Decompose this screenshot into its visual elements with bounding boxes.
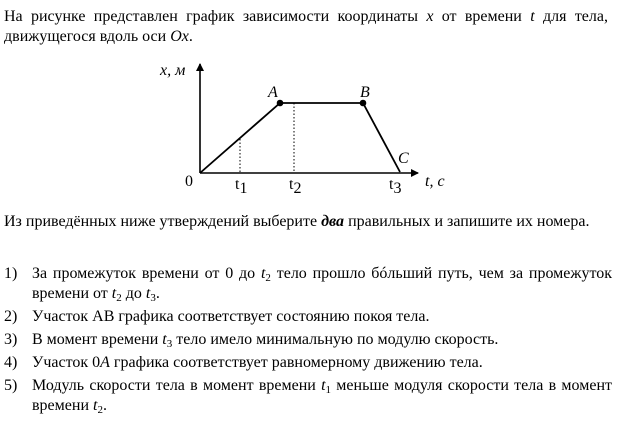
option-text: .: [155, 285, 160, 302]
option-1: [0, 264, 612, 304]
variable-a: А: [100, 354, 110, 371]
y-axis-label: x, м: [160, 62, 186, 79]
options-list: [0, 264, 612, 419]
option-text: тело имело минимальную по модулю скорость.: [172, 331, 499, 348]
option-text: Участок АВ графика соответствует состоянию покоя тела.: [32, 308, 430, 325]
tick-t1: t1: [235, 176, 248, 197]
tick-t3: t3: [389, 176, 402, 197]
tick-t2: t2: [289, 176, 302, 197]
point-c-label: C: [398, 150, 409, 167]
variable-t: t: [260, 265, 266, 282]
option-text: меньше модуля скорости тела в момент времени: [32, 377, 612, 414]
point-b-label: B: [360, 84, 370, 101]
axis-name: Ox: [170, 28, 189, 45]
option-5: [0, 376, 612, 416]
intro-fragment: от времени: [433, 8, 531, 25]
variable-t: t: [321, 377, 326, 394]
option-text: тело прошло бóльший путь, чем за промежуток времени от: [32, 265, 613, 302]
option-number: 3): [4, 331, 18, 348]
intro-fragment: .: [188, 28, 193, 45]
instructions-text: [4, 212, 608, 232]
point-a-label: A: [268, 84, 278, 101]
origin-label: 0: [185, 173, 193, 190]
option-text: Участок 0: [32, 354, 101, 371]
variable-t: t: [145, 285, 151, 302]
instructions-fragment: Из приведённых ниже утверждений выберите: [4, 213, 322, 230]
option-text: до: [121, 285, 146, 302]
intro-fragment: На рисунке представлен график зависимости координаты: [4, 8, 427, 25]
instructions-fragment: правильных и запишите их номера.: [344, 213, 590, 230]
subscript: 2: [97, 404, 103, 416]
option-number: 4): [4, 354, 18, 371]
graph-line: [200, 103, 400, 173]
option-text: За промежуток времени от 0 до: [32, 265, 261, 282]
variable-x: x: [426, 8, 434, 25]
x-axis-label: t, с: [425, 173, 445, 190]
variable-t: t: [93, 397, 98, 414]
variable-t: t: [111, 285, 117, 302]
subscript: 3: [150, 292, 156, 304]
emphasis-word: два: [321, 213, 345, 230]
option-number: 2): [4, 308, 18, 325]
coordinate-time-graph: [0, 0, 619, 210]
option-number: 5): [4, 377, 18, 394]
subscript: 3: [166, 338, 173, 350]
option-4: [0, 353, 612, 373]
variable-t: t: [530, 8, 535, 25]
subscript: 1: [325, 384, 332, 396]
option-text: В момент времени: [32, 331, 163, 348]
option-text: Модуль скорости тела в момент времени: [32, 377, 322, 394]
intro-fragment: для тела, движущегося вдоль оси: [4, 8, 608, 45]
option-2: [0, 307, 612, 327]
variable-t: t: [162, 331, 167, 348]
option-text: графика соответствует равномерному движению тела.: [109, 354, 483, 371]
subscript: 2: [265, 272, 271, 284]
subscript: 2: [116, 292, 122, 304]
option-3: [0, 330, 612, 350]
option-number: 1): [4, 265, 18, 282]
option-text: .: [102, 397, 107, 414]
